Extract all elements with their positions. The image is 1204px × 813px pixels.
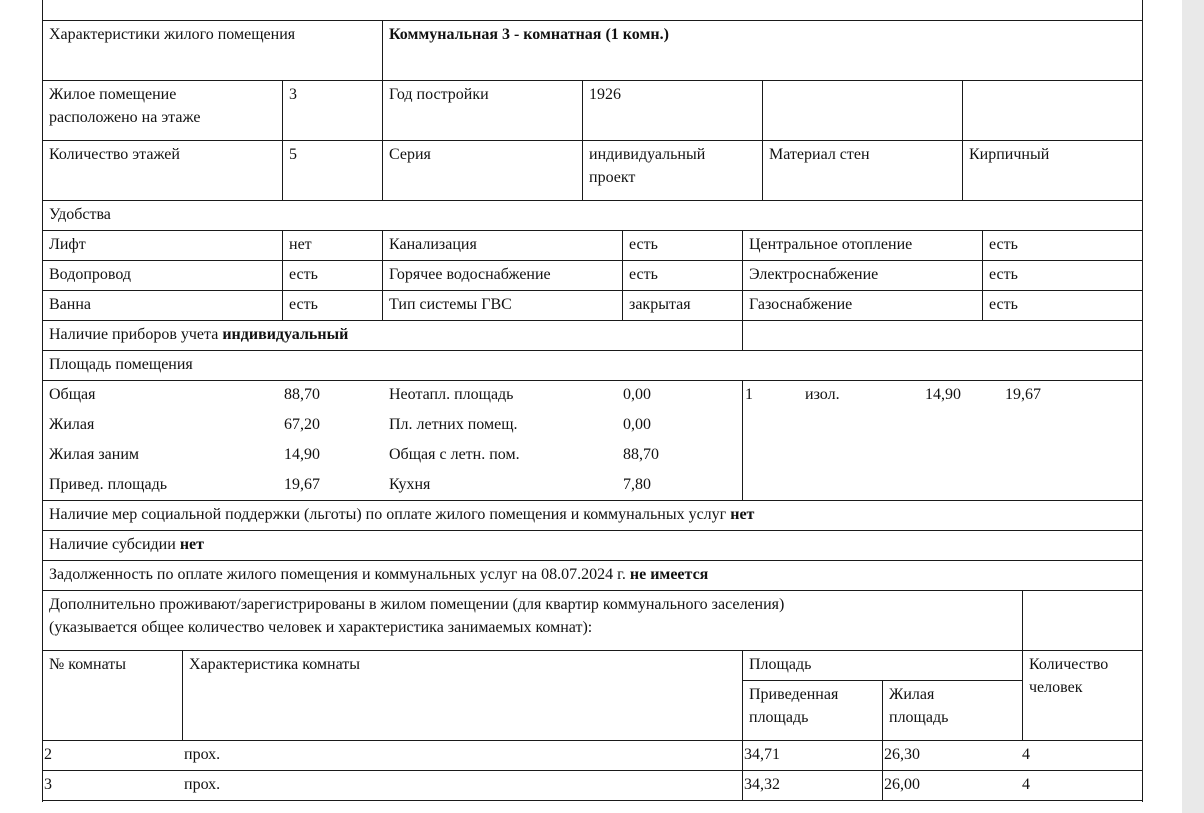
benefits-line	[49, 503, 754, 526]
meters-value: индивидуальный	[222, 326, 349, 343]
rule	[42, 380, 1143, 381]
amenity-value: нет	[289, 236, 312, 253]
area-value: 88,70	[284, 386, 320, 403]
col-line	[622, 230, 623, 320]
header-people: человек	[1029, 679, 1083, 696]
col-line	[742, 650, 743, 800]
debt-label: Задолженность по оплате жилого помещения и коммунальных услуг на 08.07.2024 г.	[49, 566, 630, 583]
amenity-label: Горячее водоснабжение	[389, 266, 551, 283]
amenity-label: Центральное отопление	[749, 236, 913, 253]
amenity-value: есть	[989, 236, 1018, 253]
rule	[42, 560, 1143, 561]
rule	[42, 350, 1143, 351]
floor-label: расположено на этаже	[49, 109, 201, 126]
area-value: 88,70	[623, 446, 659, 463]
series-value: проект	[589, 169, 636, 186]
amenity-value: есть	[289, 266, 318, 283]
header-living-area: Жилая	[889, 686, 935, 703]
col-line	[282, 80, 283, 200]
col-line	[282, 230, 283, 320]
table-row-type: прох.	[184, 776, 221, 793]
debt-line	[49, 563, 708, 586]
table-row-type: прох.	[184, 746, 221, 763]
rule	[42, 590, 1143, 591]
amenity-value: есть	[989, 266, 1018, 283]
floors-count-value: 5	[289, 146, 297, 163]
series-value: индивидуальный	[589, 146, 706, 163]
amenity-value: есть	[989, 296, 1018, 313]
amenity-value: закрытая	[629, 296, 691, 313]
header-room-number: № комнаты	[49, 656, 127, 673]
table-row-living: 26,00	[884, 776, 920, 793]
area-value: 67,20	[284, 416, 320, 433]
amenity-label: Лифт	[49, 236, 86, 253]
rule	[42, 200, 1143, 201]
room-reduced-area: 19,67	[1005, 386, 1041, 403]
benefits-value: нет	[730, 506, 755, 523]
col-line	[382, 20, 383, 200]
area-label: Жилая заним	[49, 446, 140, 463]
col-line	[182, 650, 183, 740]
area-label: Неотапл. площадь	[389, 386, 514, 403]
right-border	[1142, 0, 1143, 802]
wall-value: Кирпичный	[969, 146, 1050, 163]
col-line	[582, 80, 583, 200]
amenity-value: есть	[629, 236, 658, 253]
rule	[42, 500, 1143, 501]
rule	[42, 740, 1143, 741]
rule	[42, 770, 1143, 771]
room-occupied-area: 14,90	[925, 386, 961, 403]
left-border	[42, 0, 43, 802]
area-value: 14,90	[284, 446, 320, 463]
rule	[42, 140, 1143, 141]
amenities-title: Удобства	[49, 206, 111, 223]
header-room-characteristic: Характеристика комнаты	[189, 656, 361, 673]
year-label: Год постройки	[389, 86, 489, 103]
col-line	[742, 380, 743, 500]
area-label: Общая с летн. пом.	[389, 446, 520, 463]
series-label: Серия	[389, 146, 431, 163]
area-label: Пл. летних помещ.	[389, 416, 518, 433]
header-reduced-area: площадь	[749, 709, 809, 726]
table-row-reduced: 34,32	[744, 776, 780, 793]
table-row-people: 4	[1022, 776, 1030, 793]
header-living-area: площадь	[889, 709, 949, 726]
benefits-label: Наличие мер социальной поддержки (льготы) по оплате жилого помещения и коммунальных услуг	[49, 506, 731, 523]
rule	[42, 20, 1143, 21]
rule	[42, 530, 1143, 531]
area-value: 7,80	[623, 476, 651, 493]
table-row-number: 2	[44, 746, 52, 763]
col-line	[982, 230, 983, 320]
rule	[42, 290, 1143, 291]
subsidy-value: нет	[179, 536, 204, 553]
additional-residents-note: (указывается общее количество человек и характеристика занимаемых комнат):	[49, 619, 593, 636]
header-people: Количество	[1029, 656, 1109, 673]
characteristics-label: Характеристики жилого помещения	[49, 26, 296, 43]
amenity-value: есть	[629, 266, 658, 283]
meters-line	[49, 323, 348, 346]
characteristics-value: Коммунальная 3 - комнатная (1 комн.)	[389, 26, 669, 43]
area-value: 19,67	[284, 476, 320, 493]
amenity-label: Канализация	[389, 236, 477, 253]
rule	[42, 80, 1143, 81]
amenity-label: Ванна	[49, 296, 91, 313]
room-number: 1	[745, 386, 753, 403]
amenity-value: есть	[289, 296, 318, 313]
room-type: изол.	[805, 386, 840, 403]
subsidy-label: Наличие субсидии	[49, 536, 180, 553]
amenity-label: Водопровод	[49, 266, 132, 283]
area-label: Привед. площадь	[49, 476, 168, 493]
rule	[42, 320, 1143, 321]
header-area: Площадь	[749, 656, 812, 673]
subsidy-line	[49, 533, 204, 556]
col-line	[762, 80, 763, 200]
meters-label: Наличие приборов учета	[49, 326, 223, 343]
rule	[42, 800, 1143, 801]
wall-label: Материал стен	[769, 146, 870, 163]
area-label: Кухня	[389, 476, 431, 493]
col-line	[1022, 590, 1023, 740]
table-row-reduced: 34,71	[744, 746, 780, 763]
rule	[42, 260, 1143, 261]
area-value: 0,00	[623, 416, 651, 433]
floor-label: Жилое помещение	[49, 86, 177, 103]
header-reduced-area: Приведенная	[749, 686, 839, 703]
vertical-scrollbar[interactable]	[1182, 0, 1204, 813]
area-value: 0,00	[623, 386, 651, 403]
col-line	[742, 320, 743, 350]
amenity-label: Газоснабжение	[749, 296, 853, 313]
area-label: Общая	[49, 386, 96, 403]
area-label: Жилая	[49, 416, 95, 433]
table-row-living: 26,30	[884, 746, 920, 763]
amenity-label: Тип системы ГВС	[389, 296, 512, 313]
table-row-number: 3	[44, 776, 52, 793]
rule	[42, 230, 1143, 231]
rule	[42, 650, 1143, 651]
col-line	[962, 80, 963, 200]
floors-count-label: Количество этажей	[49, 146, 180, 163]
area-title: Площадь помещения	[49, 356, 193, 373]
year-value: 1926	[589, 86, 621, 103]
additional-residents-note: Дополнительно проживают/зарегистрированы в жилом помещении (для квартир коммунального заселения)	[49, 596, 785, 613]
amenity-label: Электроснабжение	[749, 266, 879, 283]
col-line	[882, 680, 883, 800]
floor-value: 3	[289, 86, 297, 103]
debt-value: не имеется	[629, 566, 709, 583]
col-line	[382, 230, 383, 320]
col-line	[742, 230, 743, 320]
table-row-people: 4	[1022, 746, 1030, 763]
